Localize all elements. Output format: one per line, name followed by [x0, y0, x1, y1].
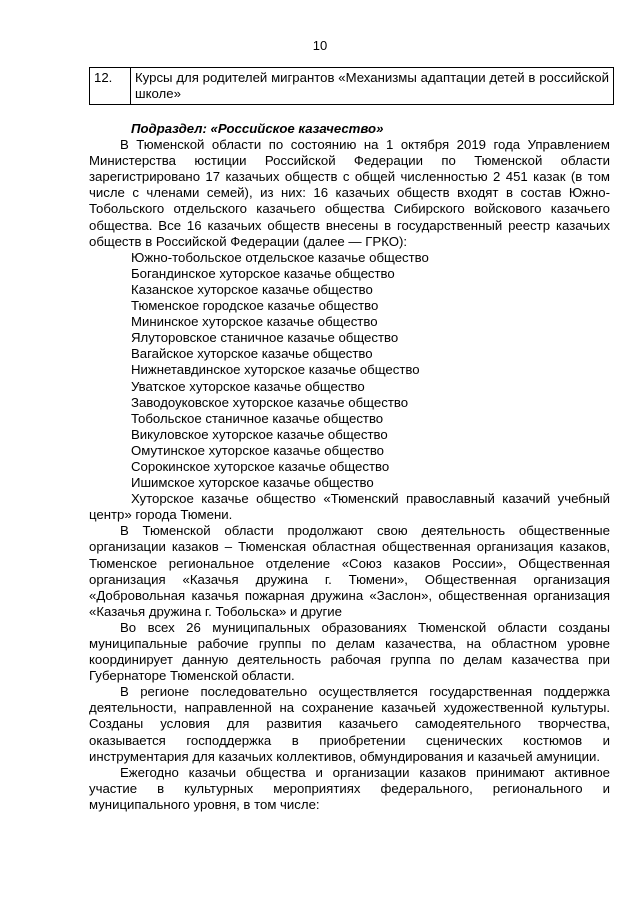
list-item: Вагайское хуторское казачье общество: [131, 346, 373, 362]
state-support-paragraph: В регионе последовательно осуществляется государственная поддержка деятельности, направленной на сохранение казачьей художественной культуры. Созданы условия для развития казачьего самодеятельного творчества, оказывается господдержка в приобретении сценических костюмов и инструментария для казачьих коллективов, обмундирования и казачьей амуниции.: [89, 684, 610, 764]
societies-list: [89, 250, 610, 524]
organizations-paragraph: В Тюменской области продолжают свою деятельность общественные организации казаков – Тюменская областная общественная организация казаков, Тюменское региональное отделение «Союз казаков России», Общественная организация «Казачья дружина г. Тюмени», Общественная организация «Добровольная казачья пожарная дружина «Заслон», общественная организация «Казачья дружина г. Тобольска» и другие: [89, 523, 610, 619]
working-groups-paragraph: Во всех 26 муниципальных образованиях Тюменской области созданы муниципальные рабочие группы по делам казачества, на областном уровне координирует данную деятельность рабочая группа по делам казачества при Губернаторе Тюменской области.: [89, 619, 610, 684]
intro-paragraph: В Тюменской области по состоянию на 1 октября 2019 года Управлением Министерства юстиции Российской Федерации по Тюменской области зарегистрировано 17 казачьих обществ с общей численностью 2 451 казак (в том числе с членами семей), из них: 16 казачьих обществ входят в состав Южно-Тобольского отдельского казачьего общества Сибирского войскового казачьего общества. Все 16 казачьих обществ внесены в государственный реестр казачьих обществ в Российской Федерации (далее — ГРКО):: [89, 137, 610, 249]
page-number: 10: [312, 38, 328, 53]
list-item: Ялуторовское станичное казачье общество: [131, 330, 399, 346]
list-item: Нижнетавдинское хуторское казачье общество: [131, 362, 420, 378]
cultural-events-paragraph: Ежегодно казачьи общества и организации казаков принимают активное участие в культурных мероприятиях федерального, регионального и муниципального уровня, в том числе:: [89, 764, 610, 812]
measures-table: [89, 67, 614, 105]
row-number: 12.: [90, 68, 131, 105]
list-item: Богандинское хуторское казачье общество: [131, 265, 395, 281]
section-heading: Подраздел: «Российское казачество»: [131, 121, 384, 136]
list-item: Уватское хуторское казачье общество: [131, 378, 365, 394]
list-item: Сорокинское хуторское казачье общество: [131, 458, 390, 474]
list-item: Мининское хуторское казачье общество: [131, 314, 378, 330]
table-row: [90, 68, 614, 105]
document-body: [89, 121, 610, 813]
list-item: Казанское хуторское казачье общество: [131, 281, 373, 297]
list-item: Хуторское казачье общество «Тюменский православный казачий учебный центр» города Тюмени.: [89, 491, 610, 523]
list-item: Заводоуковское хуторское казачье общество: [131, 394, 409, 410]
list-item: Омутинское хуторское казачье общество: [131, 442, 385, 458]
list-item: Тюменское городское казачье общество: [131, 298, 379, 314]
list-item: Викуловское хуторское казачье общество: [131, 426, 388, 442]
list-item: Ишимское хуторское казачье общество: [131, 475, 374, 491]
row-text: Курсы для родителей мигрантов «Механизмы адаптации детей в российской школе»: [131, 68, 614, 105]
list-item: Южно-тобольское отдельское казачье общество: [131, 249, 429, 265]
list-item: Тобольское станичное казачье общество: [131, 410, 384, 426]
